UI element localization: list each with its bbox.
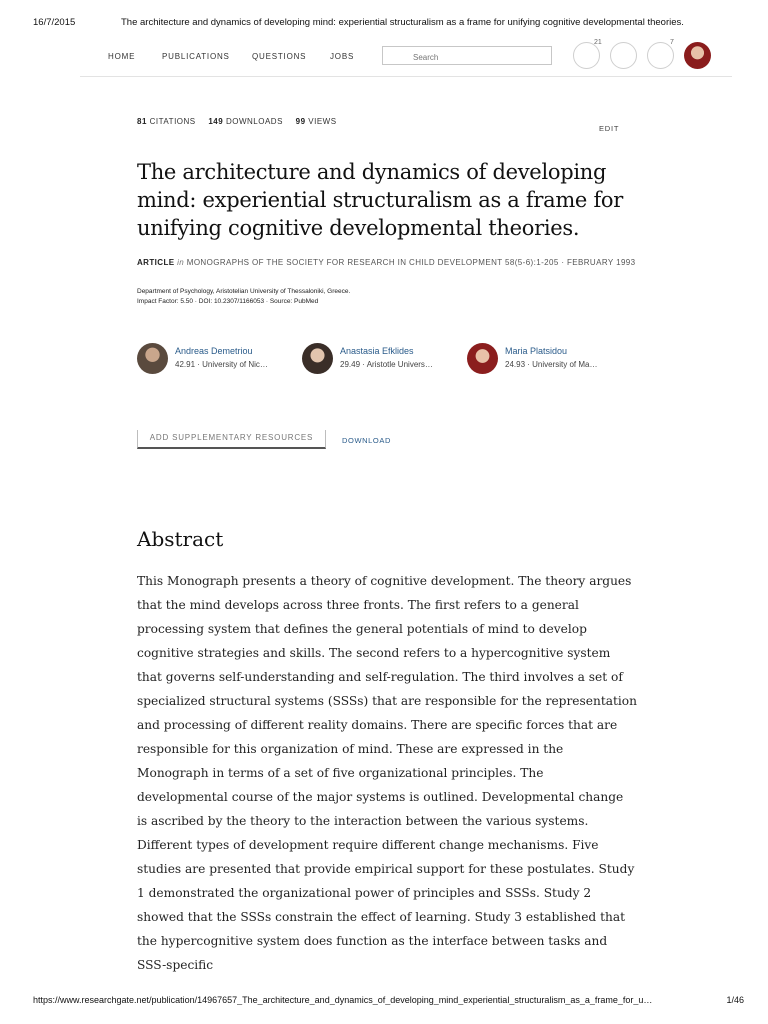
affiliation-text: Department of Psychology, Aristotelian University of Thessaloniki, Greece. bbox=[137, 288, 351, 295]
author-avatar[interactable] bbox=[137, 343, 168, 374]
article-affiliation bbox=[137, 287, 637, 307]
abstract-heading: Abstract bbox=[137, 527, 224, 551]
author-name[interactable]: Anastasia Efklides bbox=[340, 346, 414, 356]
publication-stats bbox=[137, 117, 337, 126]
edit-button[interactable]: EDIT bbox=[599, 124, 620, 133]
views-count: 99 bbox=[295, 117, 306, 126]
article-identifiers: Impact Factor: 5.50 · DOI: 10.2307/1166053 · Source: PubMed bbox=[137, 298, 319, 305]
article-title: The architecture and dynamics of developing mind: experiential structuralism as a frame for unifying cognitive developmental theories. bbox=[137, 160, 623, 240]
author-avatar[interactable] bbox=[302, 343, 333, 374]
author-name[interactable]: Maria Platsidou bbox=[505, 346, 568, 356]
add-supplementary-resources-button[interactable]: ADD SUPPLEMENTARY RESOURCES bbox=[137, 430, 326, 449]
print-url: https://www.researchgate.net/publication/14967657_The_architecture_and_dynamics_of_developing_mind_experiential_structuralism_as_a_frame_for_u… bbox=[33, 995, 653, 1005]
article-type: ARTICLE bbox=[137, 258, 175, 267]
requests-icon[interactable] bbox=[647, 42, 674, 69]
journal-link[interactable]: MONOGRAPHS OF THE SOCIETY FOR RESEARCH IN CHILD DEVELOPMENT 58(5-6):1-205 · FEBRUARY 1993 bbox=[186, 258, 636, 267]
nav-jobs[interactable]: JOBS bbox=[330, 52, 355, 61]
user-avatar[interactable] bbox=[684, 42, 711, 69]
nav-questions[interactable]: QUESTIONS bbox=[252, 52, 307, 61]
nav-publications[interactable]: PUBLICATIONS bbox=[162, 52, 230, 61]
citations-count: 81 bbox=[137, 117, 147, 126]
downloads-label: DOWNLOADS bbox=[225, 117, 283, 126]
print-footer bbox=[33, 995, 758, 1009]
article-meta bbox=[137, 258, 637, 268]
author-name[interactable]: Andreas Demetriou bbox=[175, 346, 253, 356]
search-box[interactable] bbox=[382, 46, 552, 65]
top-nav bbox=[80, 40, 732, 77]
views-label: VIEWS bbox=[308, 117, 337, 126]
download-link[interactable]: DOWNLOAD bbox=[342, 436, 391, 445]
notifications-count: 21 bbox=[594, 39, 602, 46]
requests-count: 7 bbox=[670, 39, 674, 46]
author-info: 42.91 · University of Nic… bbox=[175, 360, 268, 369]
print-page-number: 1/46 bbox=[726, 995, 744, 1005]
citations-label: CITATIONS bbox=[149, 117, 196, 126]
nav-home[interactable]: HOME bbox=[108, 52, 136, 61]
print-header bbox=[33, 17, 758, 31]
downloads-count: 149 bbox=[208, 117, 224, 126]
messages-icon[interactable] bbox=[610, 42, 637, 69]
author-avatar[interactable] bbox=[467, 343, 498, 374]
author-info: 29.49 · Aristotle Univers… bbox=[340, 360, 433, 369]
in-label: in bbox=[177, 258, 185, 267]
print-date: 16/7/2015 bbox=[33, 17, 76, 28]
author-info: 24.93 · University of Ma… bbox=[505, 360, 598, 369]
print-page-title: The architecture and dynamics of developing mind: experiential structuralism as a frame for unifying cognitive developmental theories. bbox=[121, 17, 684, 28]
abstract-text: This Monograph presents a theory of cognitive development. The theory argues that the mind develops across three fronts. The first refers to a general processing system that defines the general potentials of mind to develop cognitive strategies and skills. The second refers to a hypercognitive system that governs self-understanding and self-regulation. The third involves a set of specialized structural systems (SSSs) that are responsible for the representation and processing of different reality domains. There are specific forces that are responsible for this organization of mind. These are expressed in the Monograph in terms of a set of five organizational principles. The developmental course of the major systems is outlined. Developmental change is ascribed by the theory to the interaction between the various systems. Different types of development require different change mechanisms. Five studies are presented that provide empirical support for these postulates. Study 1 demonstrated the organizational power of principles and SSSs. Study 2 showed that the SSSs constrain the effect of learning. Study 3 established that the hypercognitive system does function as the interface between tasks and SSS-specific bbox=[137, 574, 637, 972]
search-input[interactable] bbox=[413, 50, 553, 66]
notifications-icon[interactable] bbox=[573, 42, 600, 69]
